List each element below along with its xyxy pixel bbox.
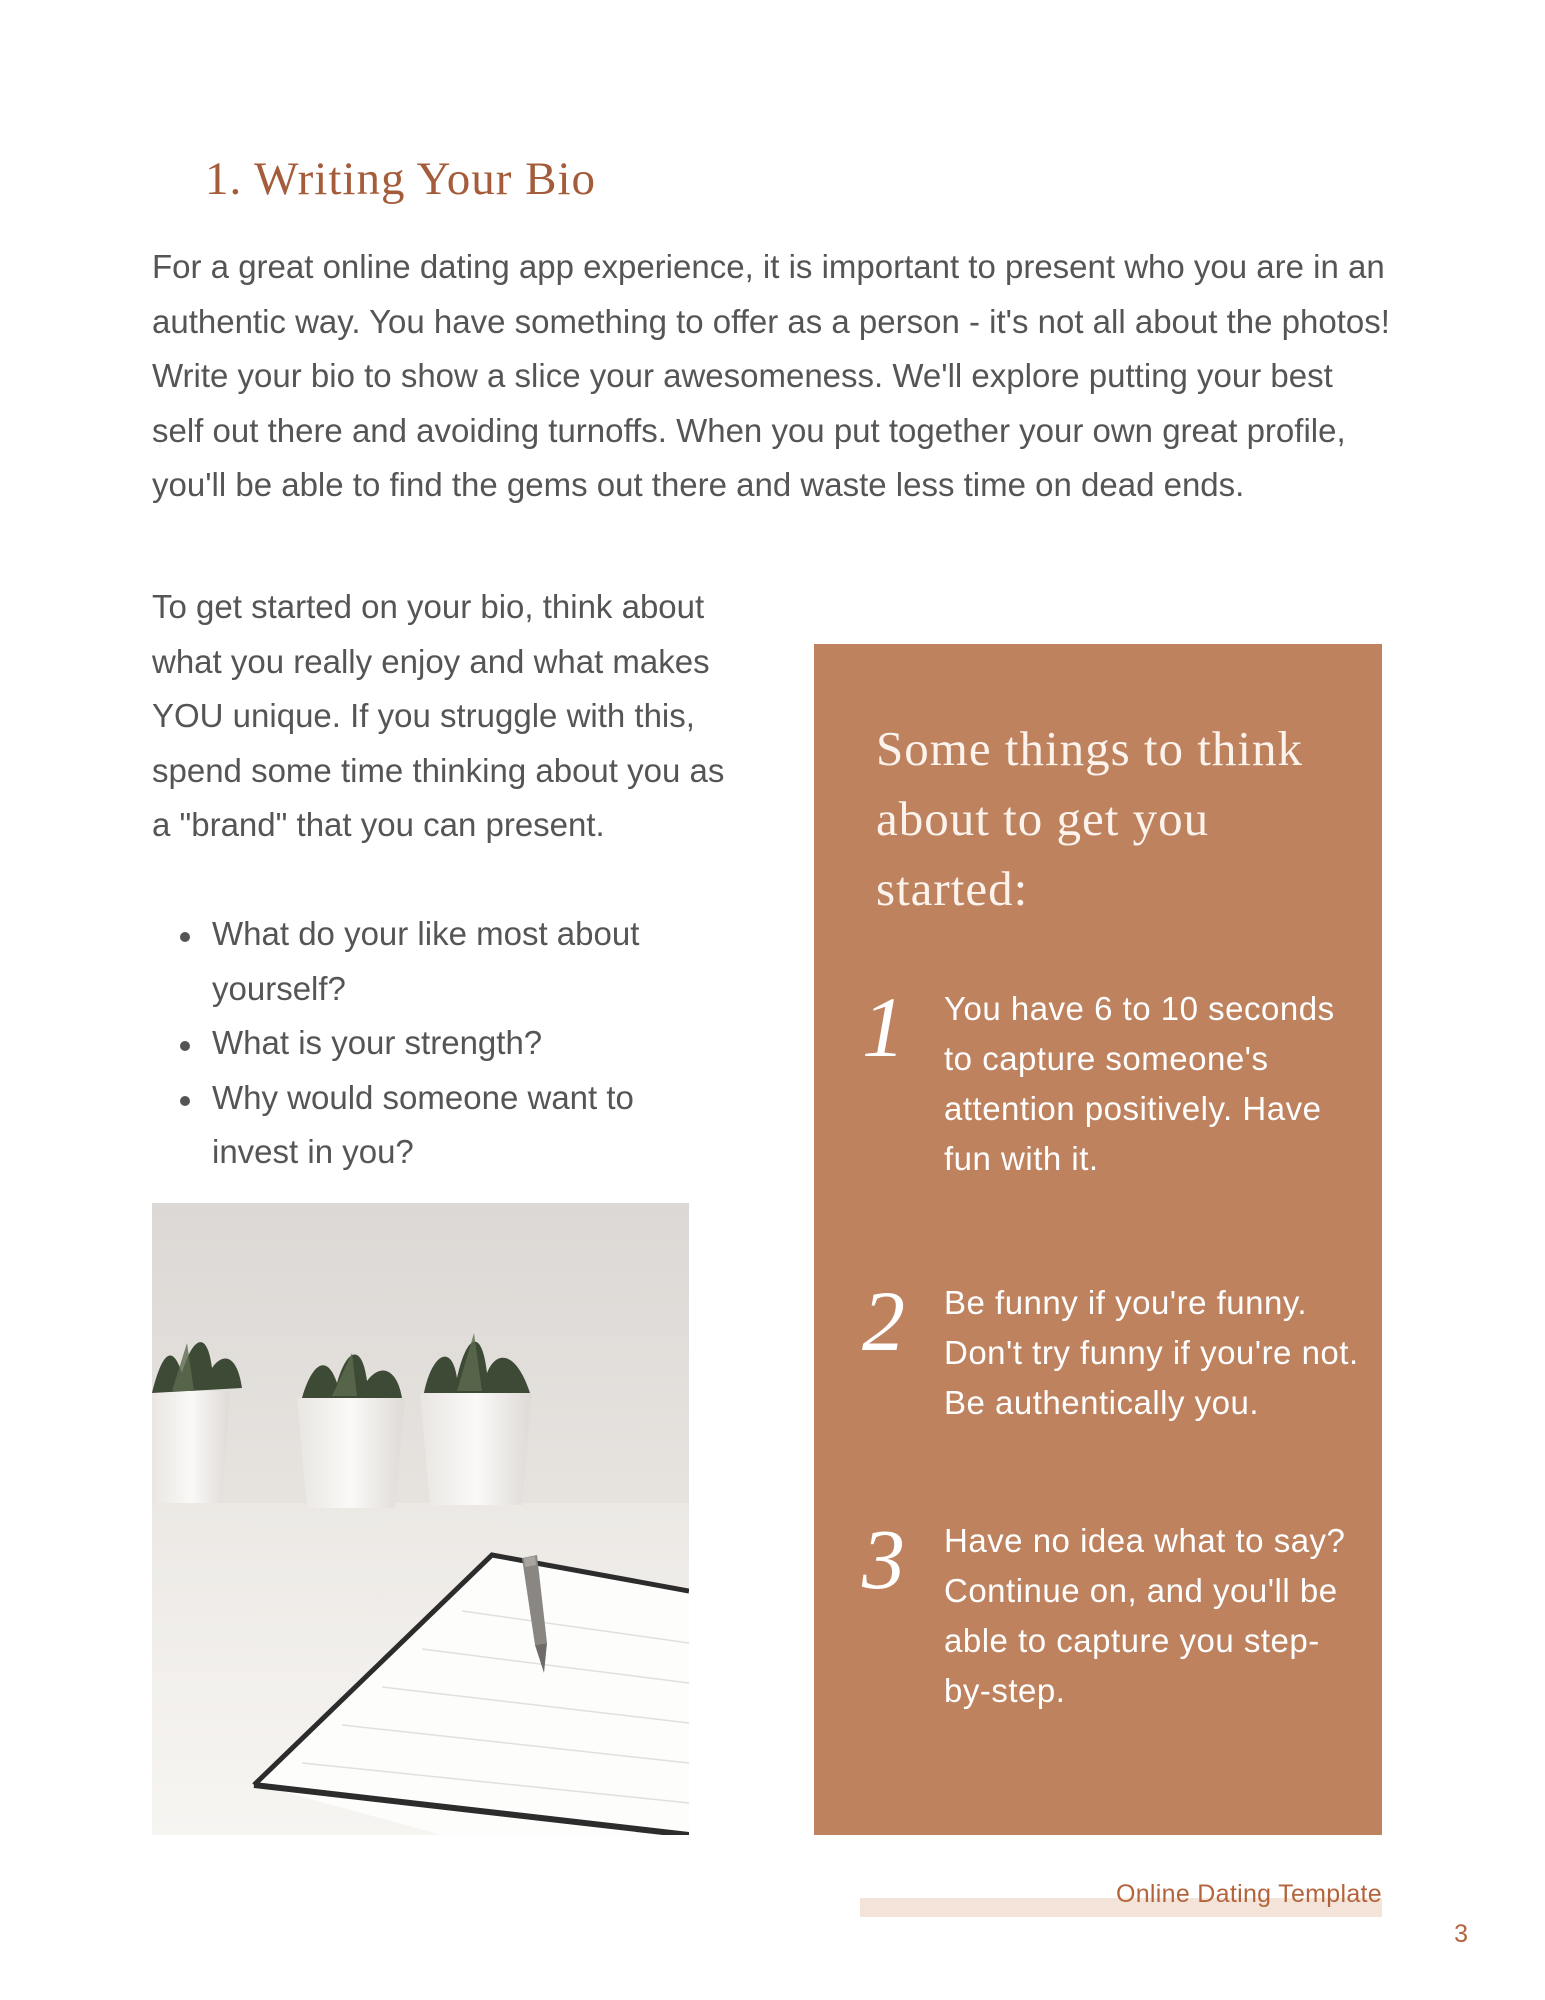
page-number: 3 xyxy=(1454,1920,1468,1948)
panel-heading: Some things to think about to get you started: xyxy=(876,721,1304,916)
lead-paragraph: To get started on your bio, think about what you really enjoy and what makes YOU unique. If you struggle with this, spend some time thinking about you as a "brand" that you can present. xyxy=(152,588,725,843)
list-item xyxy=(152,907,712,1016)
bullet-dot-icon xyxy=(180,1041,190,1051)
tip-number: 1 xyxy=(862,979,905,1075)
tip-number: 2 xyxy=(862,1273,905,1369)
question-text: Why would someone want to invest in you? xyxy=(212,1078,634,1170)
tip-text: Have no idea what to say? Continue on, and you'll be able to capture you step-by-step. xyxy=(944,1522,1346,1709)
desk-photo xyxy=(152,1203,689,1835)
tips-panel xyxy=(814,644,1382,1835)
intro-paragraph: For a great online dating app experience, it is important to present who you are in an authentic way. You have something to offer as a person - it's not all about the photos! Write your bio to show a slice your awesomeness. We'll explore putting your best self out there and avoiding turnoffs. When you put together your own great profile, you'll be able to find the gems out there and waste less time on dead ends. xyxy=(152,248,1390,503)
question-text: What is your strength? xyxy=(212,1024,543,1061)
page-title: 1. Writing Your Bio xyxy=(205,153,597,205)
desk-photo-illustration xyxy=(152,1203,689,1835)
tip-number: 3 xyxy=(862,1511,905,1607)
list-item xyxy=(152,1071,712,1180)
list-item xyxy=(152,1016,712,1071)
bullet-dot-icon xyxy=(180,932,190,942)
tip-text: You have 6 to 10 seconds to capture someone's attention positively. Have fun with it. xyxy=(944,990,1335,1177)
bullet-dot-icon xyxy=(180,1096,190,1106)
question-list xyxy=(152,907,712,1180)
question-text: What do your like most about yourself? xyxy=(212,915,640,1007)
tip-text: Be funny if you're funny. Don't try funny if you're not. Be authentically you. xyxy=(944,1284,1359,1421)
footer-label: Online Dating Template xyxy=(1115,1880,1382,1908)
